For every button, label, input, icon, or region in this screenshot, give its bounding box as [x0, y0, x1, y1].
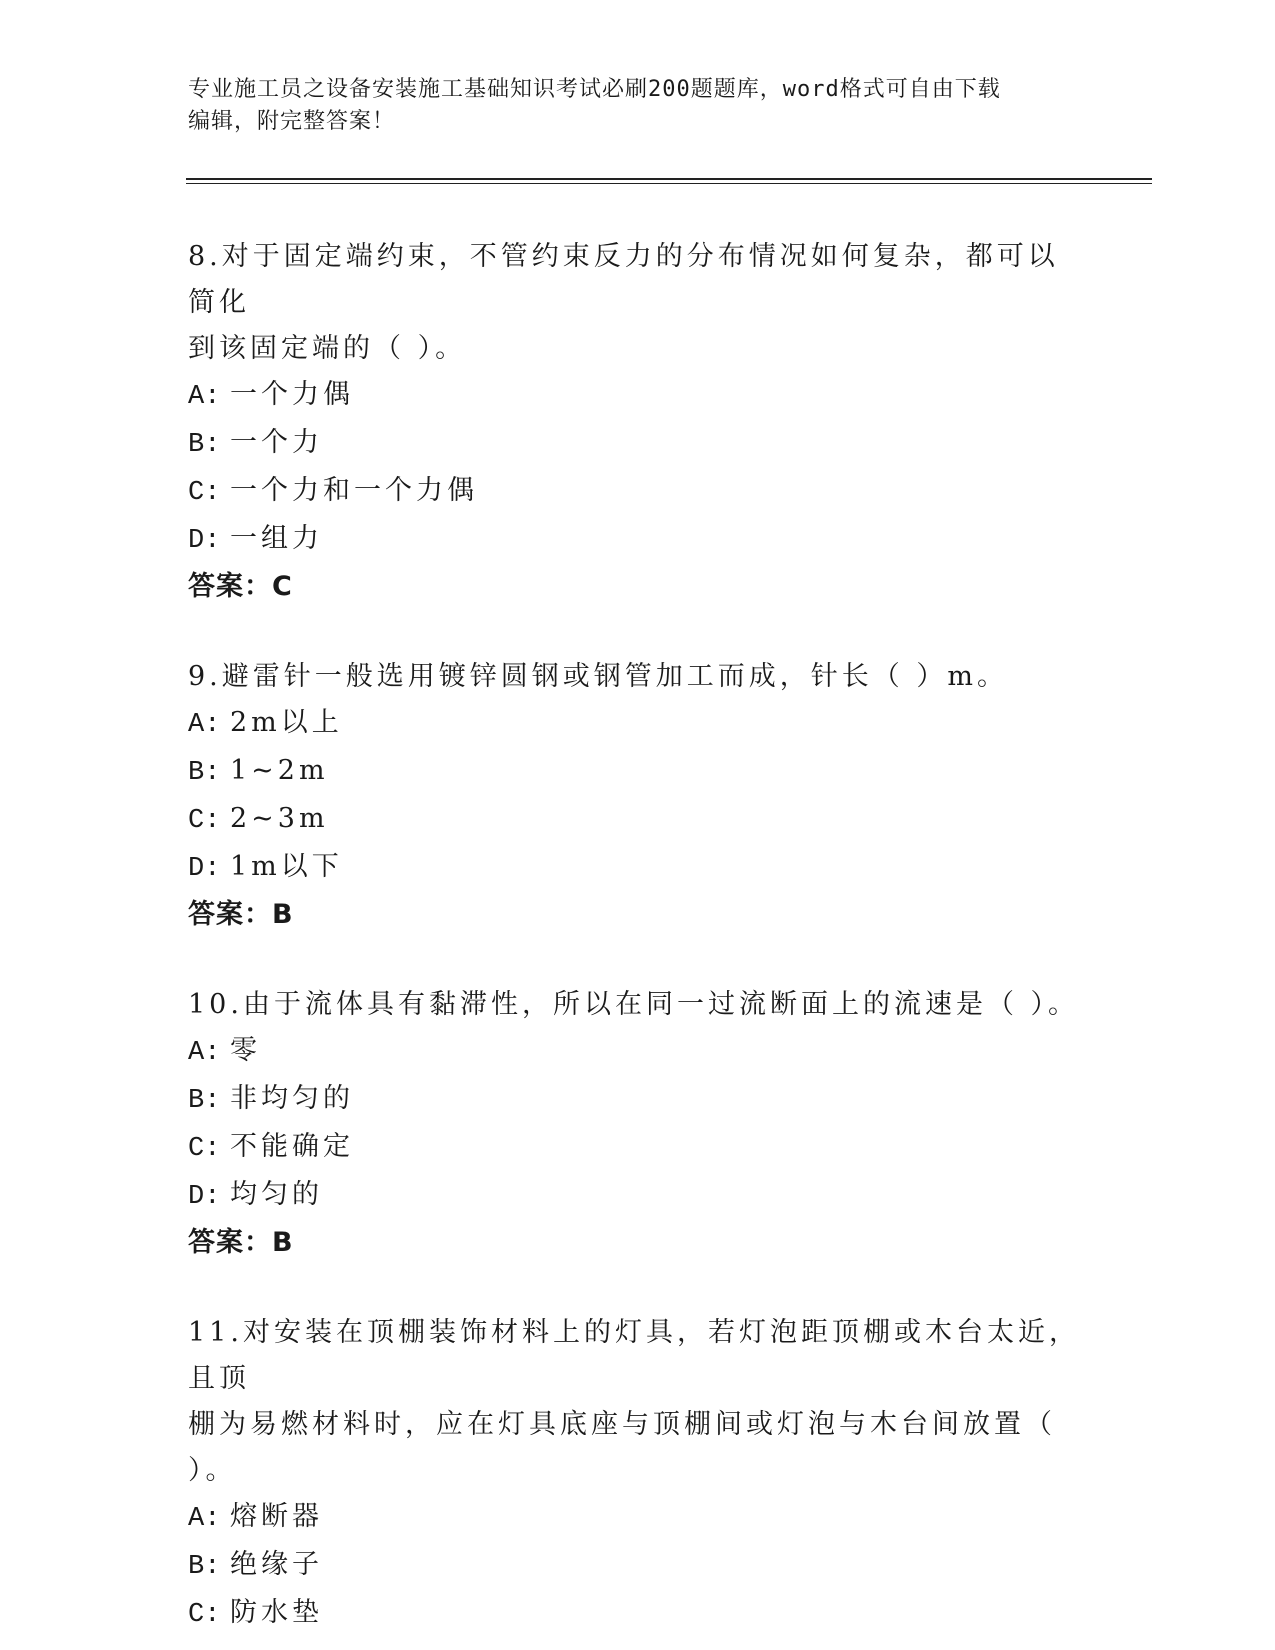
- option-text: 绝缘子: [230, 1549, 323, 1580]
- option-b: [188, 1542, 1088, 1590]
- option-label: D:: [188, 854, 221, 884]
- option-text: 一个力: [230, 427, 323, 458]
- option-text: 不能确定: [230, 1131, 354, 1162]
- option-a: [188, 1028, 1088, 1076]
- option-label: B:: [188, 1552, 221, 1582]
- header-divider-bottom: [186, 183, 1152, 184]
- option-text: 1m以下: [230, 851, 343, 882]
- option-text: 一个力偶: [230, 379, 354, 410]
- option-b: [188, 420, 1088, 468]
- answer-line: 答案：B: [188, 1227, 294, 1258]
- option-label: A:: [188, 1504, 221, 1534]
- option-text: 一个力和一个力偶: [230, 475, 478, 506]
- header-line-2: 编辑，附完整答案！: [188, 109, 396, 134]
- option-a: [188, 1494, 1088, 1542]
- option-c: [188, 1124, 1088, 1172]
- option-c: [188, 468, 1088, 516]
- option-d: [188, 844, 1088, 892]
- option-text: 非均匀的: [230, 1083, 354, 1114]
- answer-line: 答案：B: [188, 899, 294, 930]
- option-text: 2~3m: [230, 803, 329, 834]
- option-c: [188, 1590, 1088, 1638]
- option-c: [188, 796, 1088, 844]
- question-stem: 10.由于流体具有黏滞性，所以在同一过流断面上的流速是（ ）。: [188, 989, 1080, 1020]
- option-label: A:: [188, 382, 221, 412]
- option-label: D:: [188, 1182, 221, 1212]
- option-label: B:: [188, 1086, 221, 1116]
- question-stem-continued: 到该固定端的（ ）。: [188, 333, 467, 364]
- option-text: 2m以上: [230, 707, 343, 738]
- option-d: [188, 516, 1088, 564]
- answer-line: 答案：C: [188, 571, 293, 602]
- option-label: C:: [188, 1600, 221, 1630]
- question-stem: 8.对于固定端约束，不管约束反力的分布情况如何复杂，都可以简化: [188, 241, 1059, 318]
- header-line-1: 专业施工员之设备安装施工基础知识考试必刷200题题库，word格式可自由下载: [188, 77, 1001, 102]
- option-label: C:: [188, 478, 221, 508]
- question-stem: 9.避雷针一般选用镀锌圆钢或钢管加工而成，针长（ ）m。: [188, 661, 1008, 692]
- option-text: 1~2m: [230, 755, 329, 786]
- option-b: [188, 1076, 1088, 1124]
- option-b: [188, 748, 1088, 796]
- header-divider-top: [186, 178, 1152, 180]
- question-stem-continued: 棚为易燃材料时，应在灯具底座与顶棚间或灯泡与木台间放置（ ）。: [188, 1409, 1056, 1486]
- question-11: [188, 1310, 1088, 1638]
- option-text: 零: [230, 1035, 261, 1066]
- document-header: [188, 74, 1088, 138]
- option-text: 防水垫: [230, 1597, 323, 1628]
- option-text: 均匀的: [230, 1179, 323, 1210]
- question-9: [188, 654, 1088, 938]
- option-text: 熔断器: [230, 1501, 323, 1532]
- option-a: [188, 700, 1088, 748]
- questions-list: [188, 234, 1088, 1638]
- option-label: A:: [188, 710, 221, 740]
- option-label: B:: [188, 430, 221, 460]
- option-text: 一组力: [230, 523, 323, 554]
- option-a: [188, 372, 1088, 420]
- option-label: A:: [188, 1038, 221, 1068]
- option-label: C:: [188, 806, 221, 836]
- option-label: B:: [188, 758, 221, 788]
- question-10: [188, 982, 1088, 1266]
- option-d: [188, 1172, 1088, 1220]
- option-label: D:: [188, 526, 221, 556]
- option-label: C:: [188, 1134, 221, 1164]
- question-8: [188, 234, 1088, 610]
- question-stem: 11.对安装在顶棚装饰材料上的灯具，若灯泡距顶棚或木台太近，且顶: [188, 1317, 1080, 1394]
